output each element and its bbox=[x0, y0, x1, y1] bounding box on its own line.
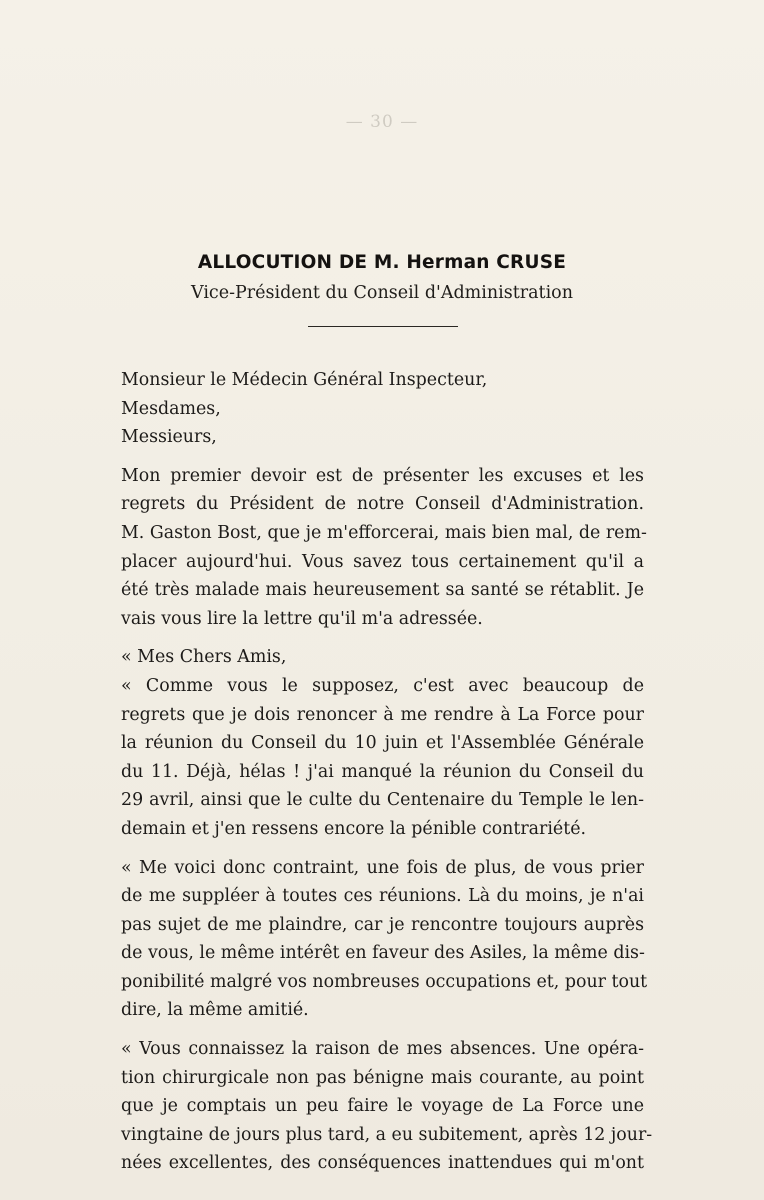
paragraph-line: 29 avril, ainsi que le culte du Centenaire du Temple le len- bbox=[121, 790, 644, 811]
paragraph-line: « Mes Chers Amis, bbox=[121, 647, 287, 668]
paragraph-line: Mon premier devoir est de présenter les excuses et les bbox=[121, 465, 644, 486]
paragraph-line: dire, la même amitié. bbox=[121, 1000, 309, 1021]
paragraph-line: M. Gaston Bost, que je m'efforcerai, mais bien mal, de rem- bbox=[121, 522, 647, 543]
paragraph-line: regrets que je dois renoncer à me rendre à La Force pour bbox=[121, 704, 644, 725]
paragraph-line: regrets du Président de notre Conseil d'Administration. bbox=[121, 494, 644, 515]
paragraph-line: ponibilité malgré vos nombreuses occupations et, pour tout bbox=[121, 971, 648, 992]
paragraph-line: « Vous connaissez la raison de mes absences. Une opéra- bbox=[121, 1039, 644, 1060]
salutation-line: Messieurs, bbox=[121, 427, 217, 448]
paragraph-line: de me suppléer à toutes ces réunions. Là du moins, je n'ai bbox=[121, 886, 644, 907]
paragraph-line: de vous, le même intérêt en faveur des Asiles, la même dis- bbox=[121, 943, 645, 964]
paragraph-line: placer aujourd'hui. Vous savez tous certainement qu'il a bbox=[121, 551, 644, 572]
paragraph bbox=[121, 672, 644, 844]
paragraph-line: nées excellentes, des conséquences inattendues qui m'ont bbox=[121, 1153, 644, 1174]
speech-title: ALLOCUTION DE M. Herman CRUSE bbox=[197, 252, 567, 273]
paragraph-line: vais vous lire la lettre qu'il m'a adressée. bbox=[121, 608, 483, 629]
paragraph-line: demain et j'en ressens encore la pénible contrariété. bbox=[121, 818, 587, 839]
salutation bbox=[121, 366, 644, 452]
speech-body bbox=[121, 366, 653, 1178]
salutation-line: Monsieur le Médecin Général Inspecteur, bbox=[121, 370, 488, 390]
paragraph-line: été très malade mais heureusement sa santé se rétablit. Je bbox=[121, 580, 644, 601]
paragraph-line: que je comptais un peu faire le voyage de La Force une bbox=[121, 1096, 644, 1117]
salutation-line: Mesdames, bbox=[121, 398, 221, 419]
paragraph bbox=[121, 1035, 653, 1178]
paragraph bbox=[121, 462, 647, 634]
paragraph bbox=[121, 643, 644, 672]
paragraph-line: du 11. Déjà, hélas ! j'ai manqué la réunion du Conseil du bbox=[121, 761, 644, 782]
speaker-role: Vice-Président du Conseil d'Administration bbox=[191, 283, 573, 303]
title-divider bbox=[308, 326, 458, 327]
paragraph-line: vingtaine de jours plus tard, a eu subitement, après 12 jour- bbox=[121, 1124, 653, 1145]
paragraph bbox=[121, 854, 648, 1026]
paragraph-line: « Comme vous le supposez, c'est avec beaucoup de bbox=[121, 675, 644, 696]
paragraph-line: pas sujet de me plaindre, car je rencontre toujours auprès bbox=[121, 914, 644, 935]
paragraph-line: tion chirurgicale non pas bénigne mais courante, au point bbox=[121, 1067, 644, 1088]
page-number: — 30 — bbox=[345, 112, 419, 132]
paragraph-line: « Me voici donc contraint, une fois de plus, de vous prier bbox=[121, 857, 644, 878]
paragraph-line: la réunion du Conseil du 10 juin et l'Assemblée Générale bbox=[121, 733, 644, 754]
